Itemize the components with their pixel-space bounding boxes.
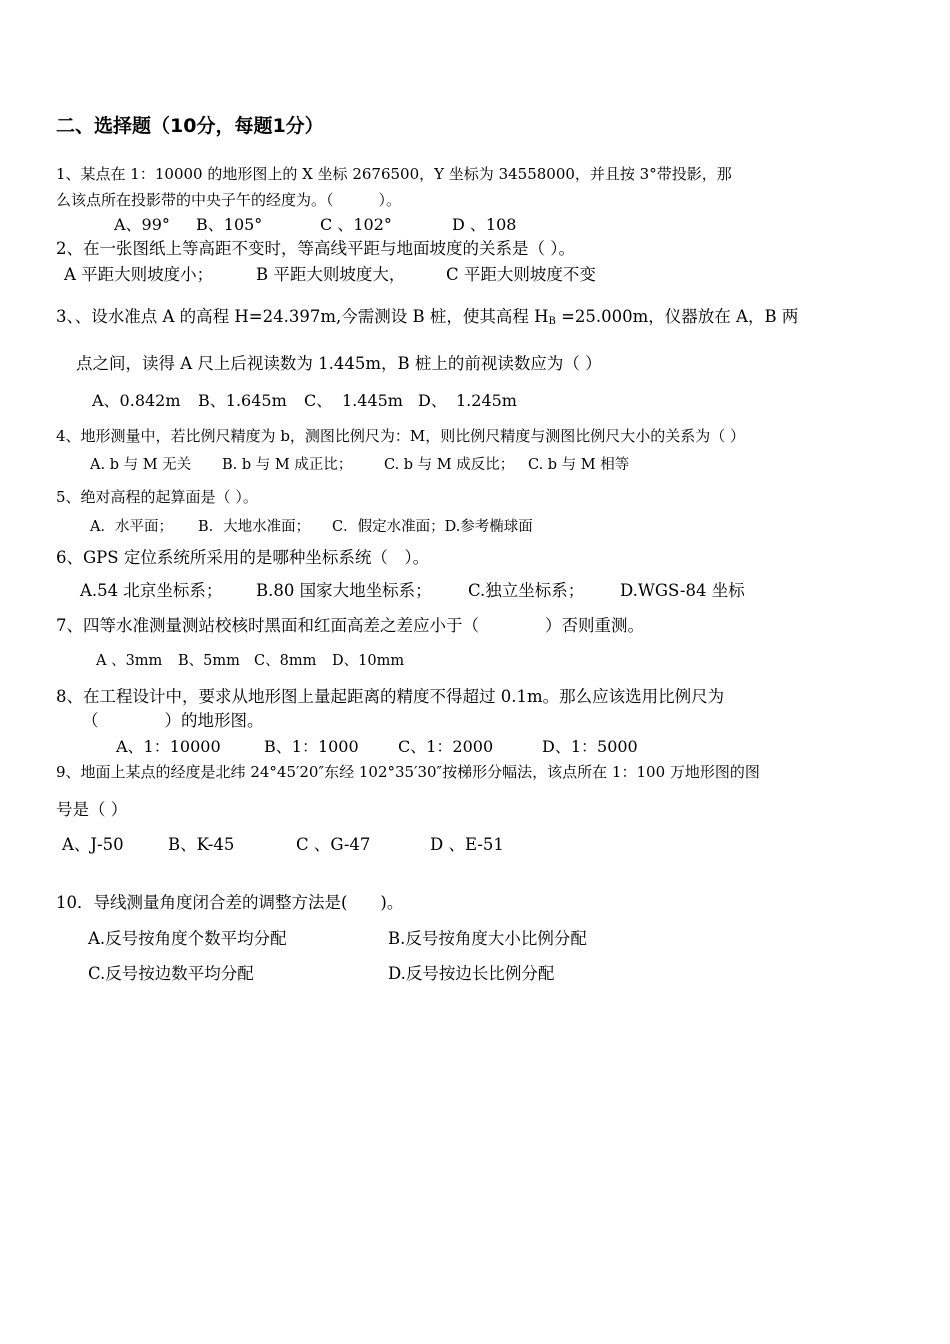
question-1-line-1: 1、某点在 1：10000 的地形图上的 X 坐标 2676500，Y 坐标为 34558000，并且按 3°带投影，那 [56, 165, 732, 183]
question-1-options [0, 216, 950, 236]
option-c: C.独立坐标系； [468, 581, 585, 600]
question-8-options [0, 738, 950, 758]
question-9-line-1: 9、地面上某点的经度是北纬 24°45′20″东经 102°35′30″按梯形分幅法，该点所在 1：100 万地形图的图 [56, 763, 760, 781]
question-10-options-row-2 [0, 965, 950, 985]
option-b: B.80 国家大地坐标系； [256, 581, 432, 600]
option-c-d: C．假定水准面；D.参考椭球面 [332, 519, 533, 535]
option-b: B、5mm [178, 653, 240, 669]
question-4-options [0, 458, 950, 478]
option-c: C 平距大则坡度不变 [446, 265, 596, 284]
option-b: B、105° [196, 215, 263, 234]
option-b: B. b 与 M 成正比； [222, 457, 353, 473]
option-d: D、 [418, 391, 447, 410]
option-b: B．大地水准面； [198, 519, 311, 535]
option-c: C、 [304, 391, 333, 410]
option-c: C 、G-47 [296, 835, 371, 854]
question-3-options [0, 392, 950, 412]
option-b: B、1：1000 [264, 737, 359, 756]
question-6-line-1: 6、GPS 定位系统所采用的是哪种坐标系统（ ）。 [56, 548, 430, 567]
option-d: D 、E-51 [430, 835, 504, 854]
option-c-value: 1.445m [342, 391, 403, 410]
option-a: A. b 与 M 无关 [90, 457, 192, 473]
option-d: D.反号按边长比例分配 [388, 964, 555, 983]
option-a: A.反号按角度个数平均分配 [88, 929, 287, 948]
option-c: C、8mm [254, 653, 317, 669]
option-d: D、1：5000 [542, 737, 638, 756]
question-8-line-2: （ ）的地形图。 [82, 711, 264, 730]
option-a: A.54 北京坐标系； [80, 581, 223, 600]
option-b: B、1.645m [198, 391, 287, 410]
question-5-options [0, 520, 950, 540]
question-4-line-1: 4、地形测量中，若比例尺精度为 b，测图比例尺为：M，则比例尺精度与测图比例尺大小的关系为（ ） [56, 427, 746, 445]
question-2-options [0, 266, 950, 286]
option-d: C. b 与 M 相等 [528, 457, 630, 473]
question-6-options [0, 582, 950, 602]
question-5-line-1: 5、绝对高程的起算面是（ ）。 [56, 488, 258, 506]
question-10-options-row-1 [0, 930, 950, 950]
question-9-options [0, 836, 950, 856]
option-c: C、1：2000 [398, 737, 494, 756]
option-c: C. b 与 M 成反比； [384, 457, 515, 473]
option-b: B 平距大则坡度大， [256, 265, 406, 284]
question-9-line-2: 号是（ ） [56, 800, 128, 819]
option-a: A 平距大则坡度小； [64, 265, 214, 284]
option-c: C 、102° [320, 215, 392, 234]
question-7-options [0, 654, 950, 674]
option-a: A、1：10000 [116, 737, 221, 756]
option-a: A．水平面； [90, 519, 173, 535]
question-3-line-2: 点之间，读得 A 尺上后视读数为 1.445m，B 桩上的前视读数应为（ ） [76, 354, 602, 373]
option-a: A、0.842m [92, 391, 181, 410]
question-3-line-1: 3、、设水准点 A 的高程 H=24.397m,今需测设 B 桩，使其高程 $H_B =25.000m$，仪器放在 A，B 两 [56, 307, 799, 327]
question-1-line-2: 么该点所在投影带的中央子午的经度为。（ ）。 [56, 191, 402, 209]
option-d: D 、108 [452, 215, 517, 234]
option-b: B、K-45 [168, 835, 235, 854]
option-d: D.WGS-84 坐标 [620, 581, 745, 600]
question-2-line-1: 2、在一张图纸上等高距不变时，等高线平距与地面坡度的关系是（ ）。 [56, 239, 575, 258]
option-b: B.反号按角度大小比例分配 [388, 929, 587, 948]
option-a: A、99° [114, 215, 170, 234]
section-title: 二、选择题（10分，每题1分） [56, 115, 324, 137]
option-a: A、J-50 [62, 835, 124, 854]
question-10-line-1: 10．导线测量角度闭合差的调整方法是( )。 [56, 893, 404, 912]
option-a: A 、3mm [96, 653, 163, 669]
question-7-line-1: 7、四等水准测量测站校核时黑面和红面高差之差应小于（ ）否则重测。 [56, 616, 644, 635]
option-c: C.反号按边数平均分配 [88, 964, 254, 983]
option-d: D、10mm [332, 653, 405, 669]
question-8-line-1: 8、在工程设计中，要求从地形图上量起距离的精度不得超过 0.1m。那么应该选用比例尺为 [56, 687, 725, 706]
option-d-value: 1.245m [456, 391, 517, 410]
